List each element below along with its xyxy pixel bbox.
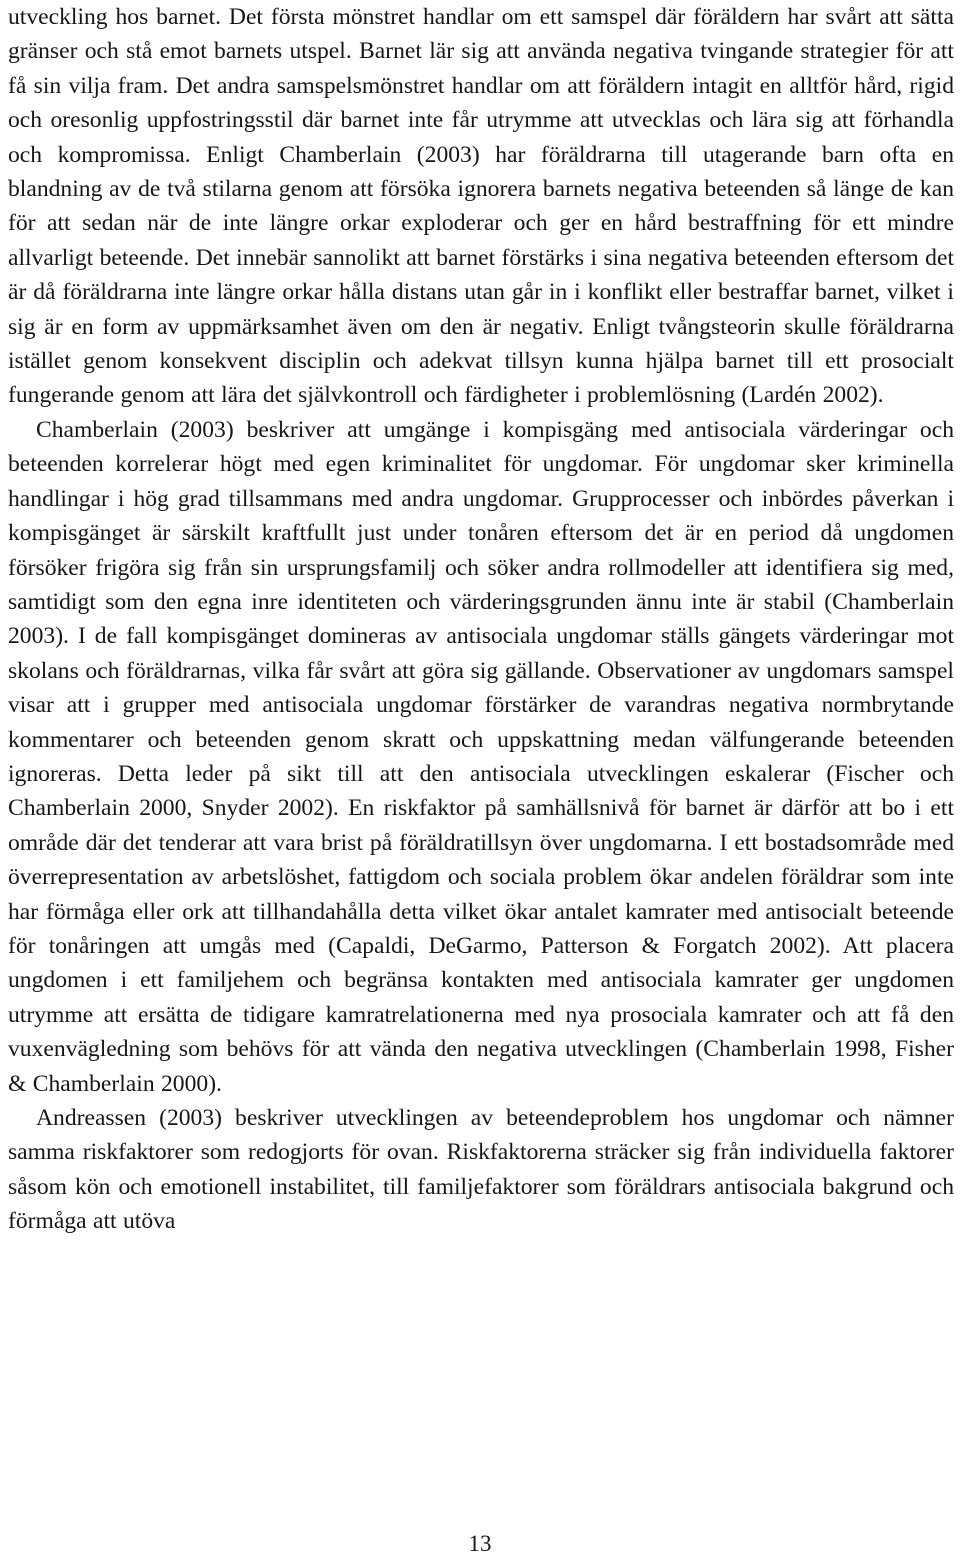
paragraph-3: Andreassen (2003) beskriver utvecklingen av beteendeproblem hos ungdomar och nämner samma riskfaktorer som redogjorts för ovan. Riskfaktorerna sträcker sig från individuella faktorer såsom kön och emotionell instabilitet, till familjefaktorer som föräldrars antisociala bakgrund och förmåga att utöva xyxy=(8,1105,954,1235)
paragraph-2: Chamberlain (2003) beskriver att umgänge i kompisgäng med antisociala värderingar och beteenden korrelerar högt med egen kriminalitet för ungdomar. För ungdomar sker kriminella handlingar i hög grad tillsammans med andra ungdomar. Grupprocesser och inbördes påverkan i kompisgänget är särskilt kraftfullt just under tonåren eftersom det är en period då ungdomen försöker frigöra sig från sin ursprungsfamilj och söker andra rollmodeller att identifiera sig med, samtidigt som den egna inre identiteten och värderingsgrunden ännu inte är stabil (Chamberlain 2003). I de fall kompisgänget domineras av antisociala ungdomar ställs gängets värderingar mot skolans och föräldrarnas, vilka får svårt att göra sig gällande. Observationer av ungdomars samspel visar att i grupper med antisociala ungdomar förstärker de varandras negativa normbrytande kommentarer och beteenden genom skratt och uppskattning medan välfungerande beteenden ignoreras. Detta leder på sikt till att den antisociala utvecklingen eskalerar (Fischer och Chamberlain 2000, Snyder 2002). En riskfaktor på samhällsnivå för barnet är därför att bo i ett område där det tenderar att vara brist på föräldratillsyn över ungdomarna. I ett bostadsområde med överrepresentation av arbetslöshet, fattigdom och sociala problem ökar andelen föräldrar som inte har förmåga eller ork att tillhandahålla detta vilket ökar antalet kamrater med antisocialt beteende för tonåringen att umgås med (Capaldi, DeGarmo, Patterson & Forgatch 2002). Att placera ungdomen i ett familjehem och begränsa kontakten med antisociala kamrater ger ungdomen utrymme att ersätta de tidigare kamratrelationerna med nya prosociala kamrater och att få den vuxenvägledning som behövs för att vända den negativa utvecklingen (Chamberlain 1998, Fisher & Chamberlain 2000). xyxy=(8,416,954,1097)
page-number: 13 xyxy=(468,1531,492,1556)
document-page xyxy=(8,0,954,1239)
paragraph-1: utveckling hos barnet. Det första mönstret handlar om ett samspel där föräldern har svårt att sätta gränser och stå emot barnets utspel. Barnet lär sig att använda negativa tvingande strategier för att få sin vilja fram. Det andra samspelsmönstret handlar om att föräldern intagit en alltför hård, rigid och oresonlig uppfostringsstil där barnet inte får utrymme att utvecklas och lära sig att förhandla och kompromissa. Enligt Chamberlain (2003) har föräldrarna till utagerande barn ofta en blandning av de två stilarna genom att försöka ignorera barnets negativa beteenden så länge de kan för att sedan när de inte längre orkar exploderar och ger en hård bestraffning för ett mindre allvarligt beteende. Det innebär sannolikt att barnet förstärks i sina negativa beteenden eftersom det är då föräldrarna inte längre orkar hålla distans utan går in i konflikt eller bestraffar barnet, vilket i sig är en form av uppmärksamhet även om den är negativ. Enligt tvångsteorin skulle föräldrarna istället genom konsekvent disciplin och adekvat tillsyn kunna hjälpa barnet till ett prosocialt fungerande genom att lära det självkontroll och färdigheter i problemlösning (Lardén 2002). xyxy=(8,4,954,409)
